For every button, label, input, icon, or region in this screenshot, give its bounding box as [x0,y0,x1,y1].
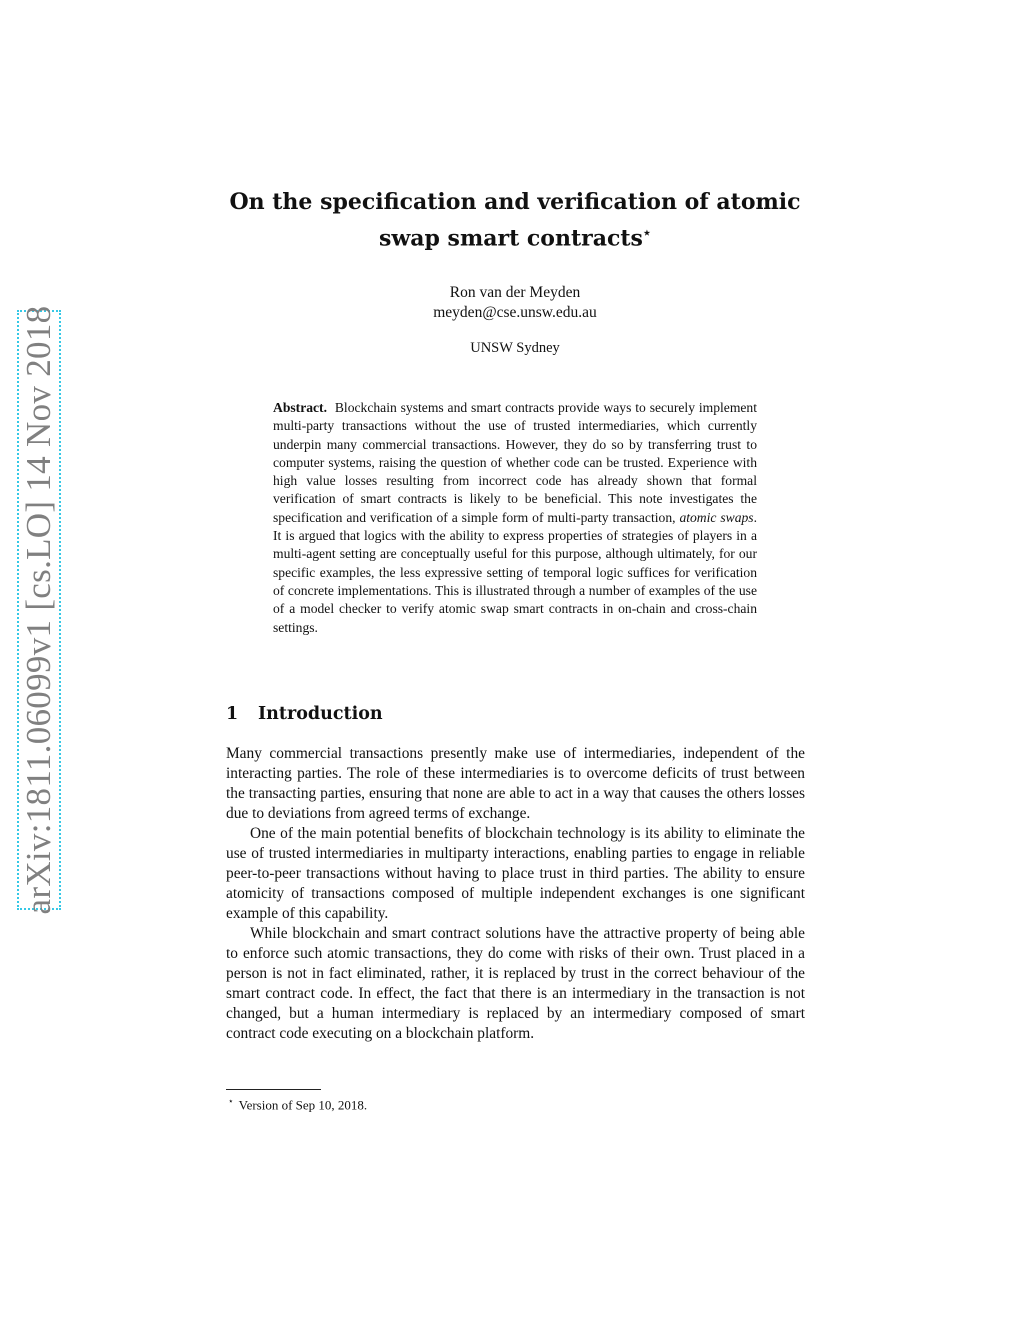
paper-title [200,186,830,254]
arxiv-identifier-text: arXiv:1811.06099v1 [cs.LO] 14 Nov 2018 [19,305,58,915]
footnote-text: Version of Sep 10, 2018. [238,1097,368,1113]
paragraph: Many commercial transactions presently make use of intermediaries, independent of the interacting parties. The role of these intermediaries is to overcome deficits of trust between the transacting parties, ensuring that none are able to act in a way that causes the others losses due to deviations from agreed terms of exchange. [226,745,805,822]
arxiv-identifier-stamp [17,305,61,915]
abstract-emphasis: atomic swaps [679,509,754,525]
body-text [226,744,805,1044]
author-institution: UNSW Sydney [470,340,560,356]
abstract-label: Abstract. [273,400,327,415]
paragraph: One of the main potential benefits of blockchain technology is its ability to eliminate the use of trusted intermediaries in multiparty interactions, enabling parties to engage in reliable peer-to-peer transactions without having to place trust in third parties. The ability to ensure atomicity of transactions composed of multiple independent exchanges is one significant example of this capability. [226,825,805,922]
footnote-rule [226,1089,321,1090]
section-heading [226,704,806,724]
section-title: Introduction [258,704,383,724]
title-footnote-mark: ⋆ [642,226,652,241]
footnote-mark: ⋆ [228,1096,234,1106]
author-email: meyden@cse.unsw.edu.au [433,304,597,321]
footnote [228,1096,788,1113]
section-number: 1 [226,704,239,724]
abstract-text-part-1: Blockchain systems and smart contracts provide ways to securely implement multi-party transactions without the use of trusted intermediaries, which currently underpin many commercial transactions. However, they do so by transferring trust to computer systems, raising the question of whether code can be trusted. Experience with high value losses resulting from incorrect code has already shown that formal verification of smart contracts is likely to be beneficial. This note investigates the specification and verification of a simple form of multi-party transaction, [273,400,757,525]
abstract [273,399,757,637]
paragraph: While blockchain and smart contract solutions have the attractive property of being able to enforce such atomic transactions, they do come with risks of their own. Trust placed in a person is not in fact eliminated, rather, it is replaced by trust in the correct behaviour of the smart contract code. In effect, the fact that there is an intermediary in the transaction is not changed, but a human intermediary is replaced by an intermediary composed of smart contract code executing on a blockchain platform. [226,925,805,1042]
abstract-text-part-2: . It is argued that logics with the ability to express properties of strategies of players in a multi-agent setting are conceptually useful for this purpose, although ultimately, for our specific examples, the less expressive setting of temporal logic suffices for verification of concrete implementations. This is illustrated through a number of examples of the use of a model checker to verify atomic swap smart contracts in on-chain and cross-chain settings. [273,509,757,635]
author-name: Ron van der Meyden [449,284,581,301]
paper-title-text: On the specification and verification of atomic swap smart contracts [229,189,801,252]
